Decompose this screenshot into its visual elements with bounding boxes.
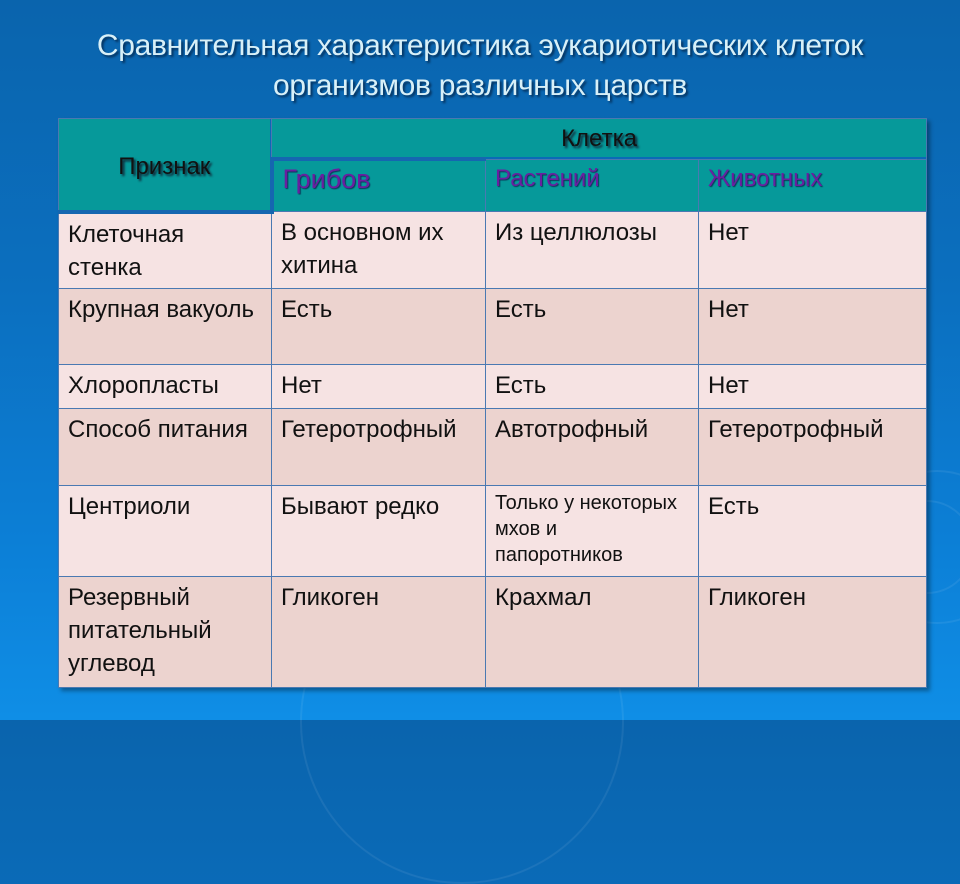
animals-cell: Нет — [699, 289, 927, 365]
animals-cell: Гликоген — [699, 577, 927, 688]
table-row — [59, 212, 927, 289]
animals-cell: Есть — [699, 486, 927, 577]
animals-cell: Нет — [699, 365, 927, 409]
table-row — [59, 289, 927, 365]
plants-cell: Из целлюлозы — [486, 212, 699, 289]
slide-title-line-1: Сравнительная характеристика эукариотических клеток — [96, 29, 864, 62]
header-fungi: Грибов — [272, 159, 486, 212]
fungi-cell: Гетеротрофный — [272, 409, 486, 486]
table-row — [59, 409, 927, 486]
trait-cell: Способ питания — [59, 409, 272, 486]
table-row — [59, 486, 927, 577]
plants-cell: Автотрофный — [486, 409, 699, 486]
fungi-cell: Есть — [272, 289, 486, 365]
slide-title — [0, 26, 960, 106]
plants-cell: Есть — [486, 365, 699, 409]
header-cell-group: Клетка — [272, 119, 927, 160]
animals-cell: Гетеротрофный — [699, 409, 927, 486]
fungi-cell: Нет — [272, 365, 486, 409]
header-plants: Растений — [486, 159, 699, 212]
trait-cell: Клеточная стенка — [59, 212, 272, 289]
trait-cell: Хлоропласты — [59, 365, 272, 409]
fungi-cell: Бывают редко — [272, 486, 486, 577]
header-animals: Животных — [699, 159, 927, 212]
trait-cell: Крупная вакуоль — [59, 289, 272, 365]
fungi-cell: Гликоген — [272, 577, 486, 688]
plants-cell: Есть — [486, 289, 699, 365]
table-row — [59, 365, 927, 409]
slide-title-line-2: организмов различных царств — [273, 69, 687, 102]
fungi-cell: В основном их хитина — [272, 212, 486, 289]
animals-cell: Нет — [699, 212, 927, 289]
header-trait: Признак — [59, 119, 272, 212]
table-row — [59, 577, 927, 688]
trait-cell: Центриоли — [59, 486, 272, 577]
plants-cell: Только у некоторых мхов и папоротников — [486, 486, 699, 577]
comparison-table — [58, 118, 927, 688]
plants-cell: Крахмал — [486, 577, 699, 688]
trait-cell: Резервный питательный углевод — [59, 577, 272, 688]
